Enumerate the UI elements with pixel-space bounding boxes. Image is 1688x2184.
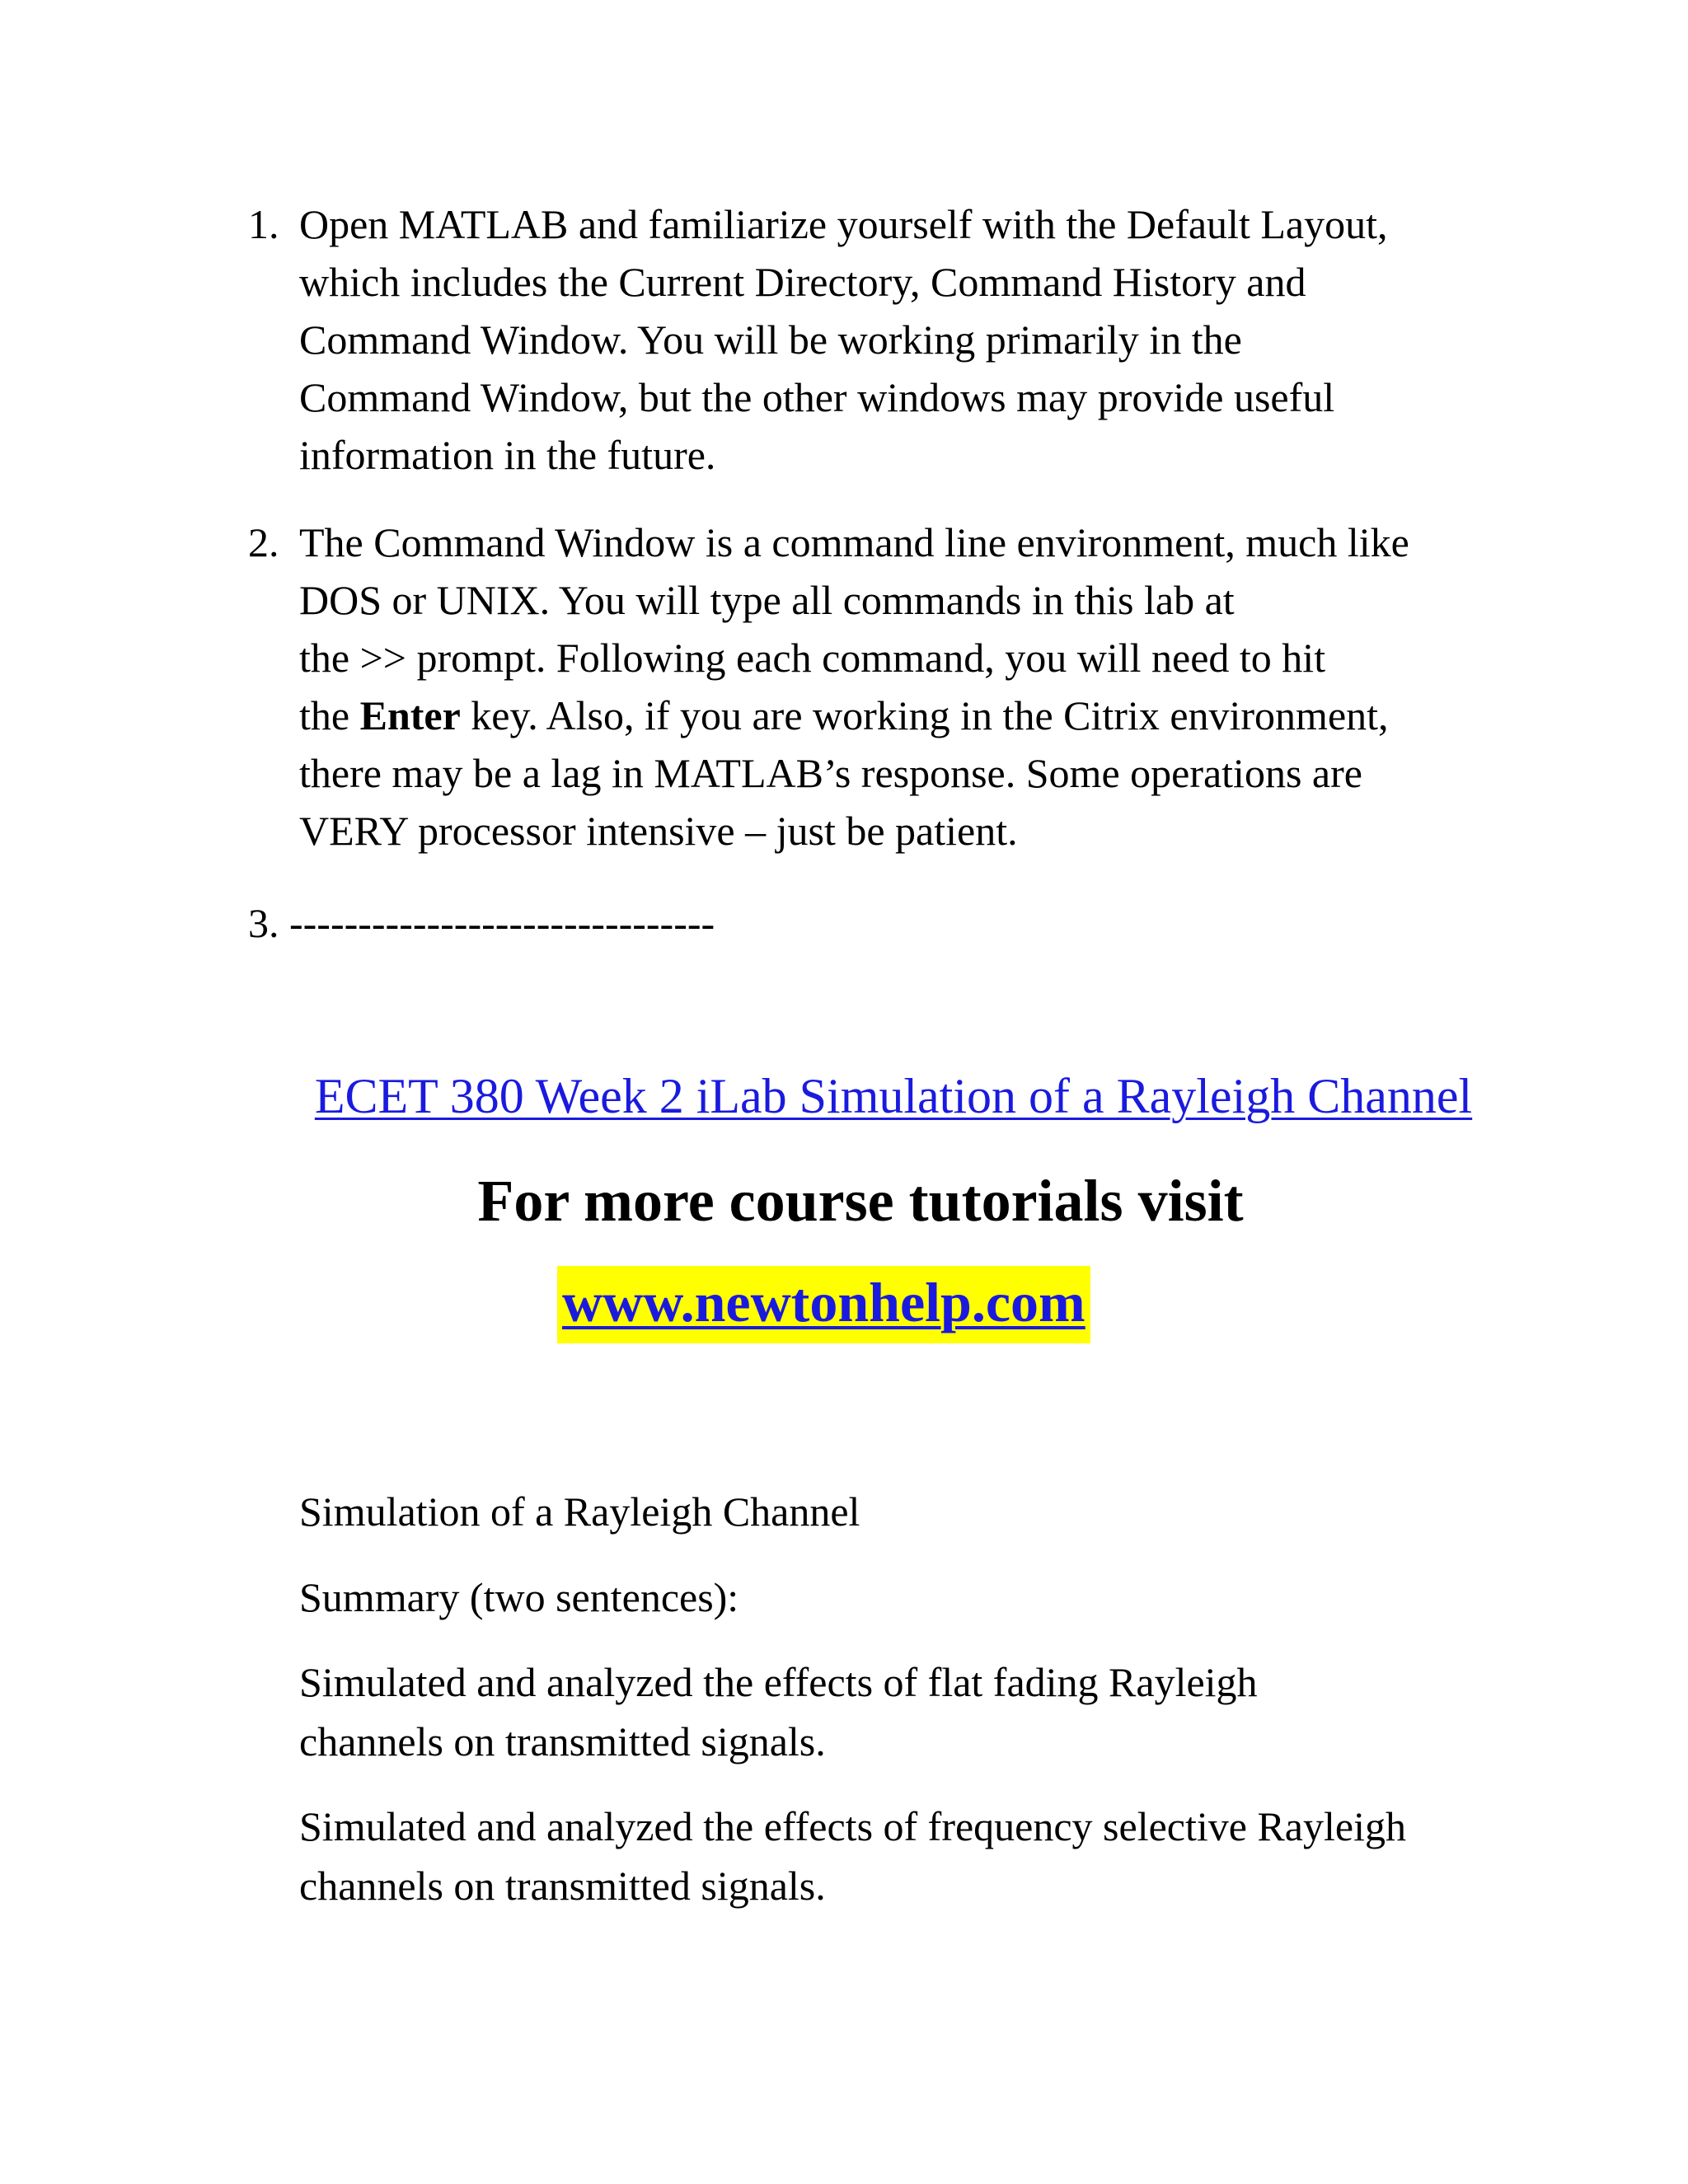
text-line: DOS or UNIX. You will type all commands in this lab at xyxy=(299,577,1235,623)
text-line: channels on transmitted signals. xyxy=(299,1863,826,1909)
text-line: Simulated and analyzed the effects of frequency selective Rayleigh xyxy=(299,1803,1406,1849)
enter-key-bold: Enter xyxy=(359,692,461,738)
paragraph-summary-label xyxy=(299,1568,738,1627)
text-line: information in the future. xyxy=(299,432,716,478)
list-item-text xyxy=(299,513,1534,860)
list-number: 1. xyxy=(248,201,279,247)
text-line: which includes the Current Directory, Command History and xyxy=(299,259,1306,305)
text-segment: key. Also, if you are working in the Citrix environment, xyxy=(460,692,1389,738)
text-line: Simulation of a Rayleigh Channel xyxy=(299,1488,860,1535)
text-line: Command Window. You will be working primarily in the xyxy=(299,316,1242,363)
course-title xyxy=(0,1063,1688,1129)
list-number: 2. xyxy=(248,519,279,565)
text-line: Simulated and analyzed the effects of flat fading Rayleigh xyxy=(299,1659,1258,1705)
text-line: The Command Window is a command line environment, much like xyxy=(299,519,1409,565)
text-line: there may be a lag in MATLAB’s response. Some operations are xyxy=(299,750,1362,796)
course-title-link[interactable]: ECET 380 Week 2 iLab Simulation of a Rayleigh Channel xyxy=(314,1069,1473,1123)
list-item-2 xyxy=(248,513,1534,860)
paragraph-summary-2 xyxy=(299,1797,1406,1915)
text-line: Summary (two sentences): xyxy=(299,1574,739,1620)
text-line: Open MATLAB and familiarize yourself with the Default Layout, xyxy=(299,201,1388,247)
list-item-3: 3. ------------------------------- xyxy=(248,900,715,946)
text-segment: the xyxy=(299,692,360,738)
visit-heading: For more course tutorials visit xyxy=(477,1168,1244,1234)
enter-key-line xyxy=(299,687,1534,744)
list-item-text xyxy=(299,195,1534,484)
text-line: channels on transmitted signals. xyxy=(299,1718,826,1765)
text-line: VERY processor intensive – just be patient. xyxy=(299,808,1018,854)
paragraph-title xyxy=(299,1482,860,1541)
list-item-1 xyxy=(248,195,1534,484)
site-link-highlight xyxy=(557,1266,1090,1343)
text-line: the >> prompt. Following each command, you will need to hit xyxy=(299,635,1326,681)
site-link[interactable]: www.newtonhelp.com xyxy=(562,1271,1085,1333)
text-line: Command Window, but the other windows may provide useful xyxy=(299,374,1335,420)
paragraph-summary-1 xyxy=(299,1652,1258,1771)
